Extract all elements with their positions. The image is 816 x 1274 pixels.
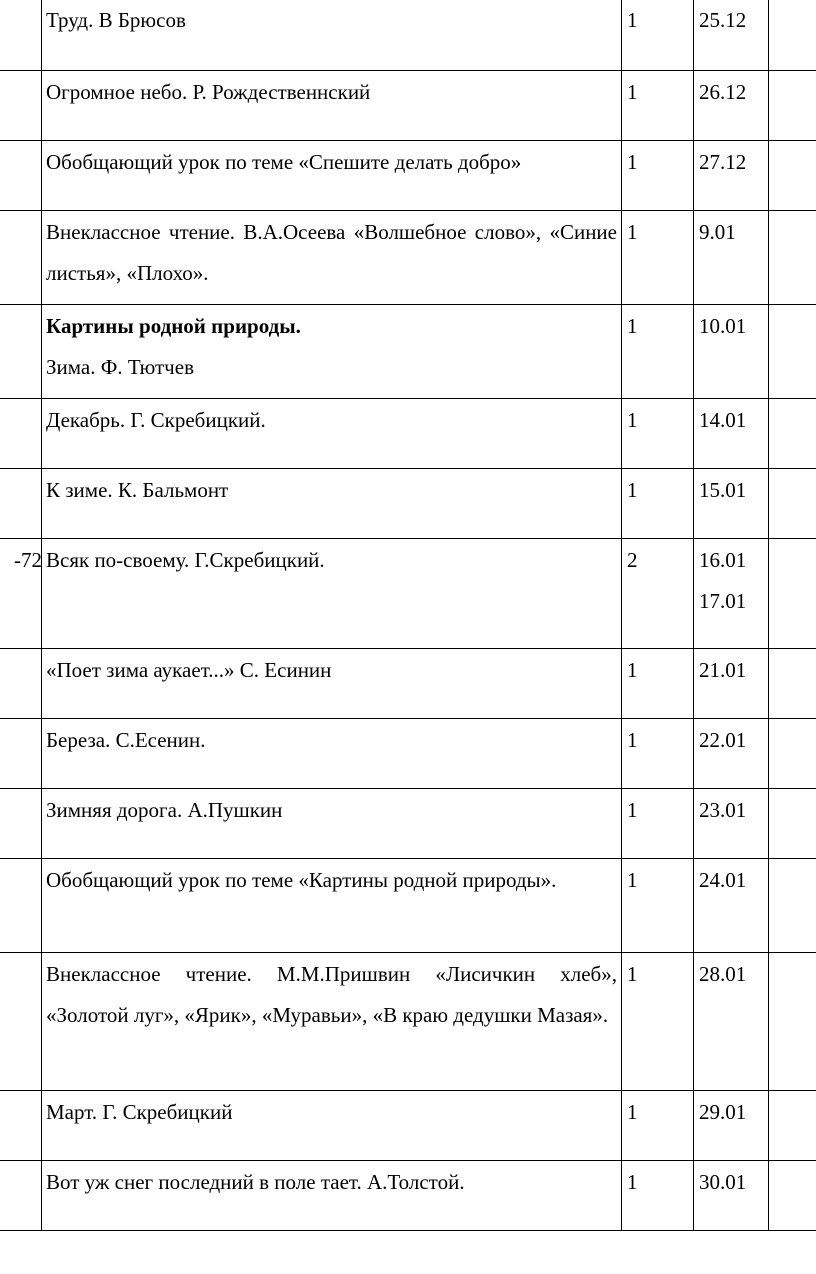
- lesson-date: 30.01: [699, 1170, 747, 1194]
- lesson-number-cell: [0, 71, 42, 141]
- lesson-topic-cell: [42, 649, 622, 719]
- lesson-number-cell: [0, 399, 42, 469]
- lesson-number-cell: [0, 0, 42, 71]
- lesson-number: [0, 1091, 42, 1092]
- table-row: [0, 1091, 816, 1161]
- lesson-number: -72: [14, 548, 42, 572]
- lesson-date-cell: [694, 859, 769, 953]
- lesson-date-cell: [694, 211, 769, 305]
- lesson-number: [0, 1161, 42, 1162]
- lesson-hours: 1: [622, 719, 694, 789]
- lesson-topic-cell: [42, 1091, 622, 1161]
- lesson-note: [769, 859, 816, 953]
- lesson-number: [0, 71, 42, 72]
- lesson-note: [769, 539, 816, 649]
- lesson-date: 28.01: [699, 962, 747, 986]
- table-row: [0, 399, 816, 469]
- lesson-hours: 1: [622, 141, 694, 211]
- lesson-note: [769, 0, 816, 71]
- lesson-topic: «Поет зима аукает...» С. Есинин: [46, 658, 332, 682]
- lesson-date-cell: [694, 649, 769, 719]
- lesson-number: [0, 789, 42, 790]
- lesson-number: [0, 211, 42, 212]
- lesson-topic: Огромное небо. Р. Рождественнский: [46, 80, 371, 104]
- lesson-date-cell: [694, 1091, 769, 1161]
- lesson-date: 17.01: [699, 589, 747, 613]
- lesson-topic-cell: [42, 211, 622, 305]
- lesson-note: [769, 141, 816, 211]
- lesson-topic-cell: [42, 953, 622, 1091]
- lesson-topic-cell: [42, 1161, 622, 1231]
- lesson-number-cell: [0, 469, 42, 539]
- lesson-note: [769, 789, 816, 859]
- lesson-date-cell: [694, 539, 769, 649]
- table-row: [0, 649, 816, 719]
- table-row: [0, 0, 816, 71]
- table-row: [0, 719, 816, 789]
- table-row: [0, 953, 816, 1091]
- lesson-date: 23.01: [699, 798, 747, 822]
- lesson-hours: 1: [622, 305, 694, 399]
- lesson-date-cell: [694, 953, 769, 1091]
- lesson-number: [0, 649, 42, 650]
- table-row: [0, 211, 816, 305]
- lesson-topic-cell: [42, 71, 622, 141]
- lesson-date: 25.12: [699, 8, 747, 32]
- lesson-topic: Зима. Ф. Тютчев: [46, 355, 194, 379]
- lesson-number: [0, 953, 42, 954]
- lesson-hours: 1: [622, 649, 694, 719]
- lesson-topic-cell: [42, 0, 622, 71]
- lesson-hours: 1: [622, 953, 694, 1091]
- lesson-number: [0, 141, 42, 142]
- lesson-hours: 1: [622, 469, 694, 539]
- table-row: [0, 141, 816, 211]
- lesson-number-cell: [0, 141, 42, 211]
- lesson-hours: 2: [622, 539, 694, 649]
- lesson-hours: 1: [622, 0, 694, 71]
- table-row: [0, 71, 816, 141]
- lesson-date-cell: [694, 719, 769, 789]
- lesson-number: [0, 859, 42, 860]
- lesson-number: [0, 399, 42, 400]
- lesson-date-cell: [694, 789, 769, 859]
- lesson-note: [769, 953, 816, 1091]
- lesson-topic-cell: [42, 539, 622, 649]
- lesson-topic: К зиме. К. Бальмонт: [46, 478, 229, 502]
- lesson-date-cell: [694, 0, 769, 71]
- lesson-date: 27.12: [699, 150, 747, 174]
- lesson-number: [0, 469, 42, 470]
- lesson-hours: 1: [622, 1161, 694, 1231]
- lesson-number-cell: [0, 1161, 42, 1231]
- lesson-note: [769, 719, 816, 789]
- lesson-number-cell: [0, 539, 42, 649]
- lesson-topic-cell: [42, 469, 622, 539]
- lesson-date: 15.01: [699, 478, 747, 502]
- lesson-number-cell: [0, 305, 42, 399]
- lesson-hours: 1: [622, 1091, 694, 1161]
- lesson-date-cell: [694, 141, 769, 211]
- lesson-date-cell: [694, 71, 769, 141]
- lesson-note: [769, 305, 816, 399]
- lesson-hours: 1: [622, 859, 694, 953]
- lesson-number-cell: [0, 211, 42, 305]
- lesson-number-cell: [0, 1091, 42, 1161]
- lesson-topic: Зимняя дорога. А.Пушкин: [46, 798, 283, 822]
- lesson-topic-cell: [42, 305, 622, 399]
- lesson-date-cell: [694, 1161, 769, 1231]
- table-row: [0, 859, 816, 953]
- lesson-number: [0, 305, 42, 306]
- lesson-date: 29.01: [699, 1100, 747, 1124]
- lesson-topic: Труд. В Брюсов: [46, 8, 186, 32]
- table-row: [0, 789, 816, 859]
- lesson-hours: 1: [622, 211, 694, 305]
- lesson-date: 26.12: [699, 80, 747, 104]
- table-row: [0, 305, 816, 399]
- lesson-date: 16.01: [699, 548, 747, 572]
- lesson-date: 24.01: [699, 868, 747, 892]
- lesson-date: 10.01: [699, 314, 747, 338]
- lesson-topic: Внеклассное чтение. М.М.Пришвин «Лисичкин хлеб», «Золотой луг», «Ярик», «Муравьи», «В краю дедушки Мазая».: [46, 962, 617, 1027]
- lesson-date-cell: [694, 399, 769, 469]
- lesson-note: [769, 71, 816, 141]
- lesson-hours: 1: [622, 789, 694, 859]
- lesson-hours: 1: [622, 399, 694, 469]
- lesson-topic-cell: [42, 719, 622, 789]
- lesson-number-cell: [0, 789, 42, 859]
- lesson-topic: Обобщающий урок по теме «Спешите делать добро»: [46, 150, 522, 174]
- lesson-date-cell: [694, 469, 769, 539]
- table-row: [0, 1161, 816, 1231]
- lesson-topic: Вот уж снег последний в поле тает. А.Толстой.: [46, 1170, 465, 1194]
- lesson-note: [769, 211, 816, 305]
- lesson-note: [769, 649, 816, 719]
- lesson-number-cell: [0, 719, 42, 789]
- lesson-topic: Внеклассное чтение. В.А.Осеева «Волшебное слово», «Синие листья», «Плохо».: [46, 220, 617, 285]
- lesson-note: [769, 399, 816, 469]
- lesson-number: [0, 719, 42, 720]
- lesson-number-cell: [0, 859, 42, 953]
- lesson-number-cell: [0, 953, 42, 1091]
- lesson-date: 21.01: [699, 658, 747, 682]
- lesson-topic: Береза. С.Есенин.: [46, 728, 206, 752]
- lesson-number-cell: [0, 649, 42, 719]
- lesson-hours: 1: [622, 71, 694, 141]
- lesson-topic: Март. Г. Скребицкий: [46, 1100, 233, 1124]
- lesson-date: 9.01: [699, 220, 736, 244]
- lesson-topic: Обобщающий урок по теме «Картины родной природы».: [46, 868, 557, 892]
- lesson-topic-cell: [42, 141, 622, 211]
- lesson-note: [769, 1091, 816, 1161]
- lesson-date-cell: [694, 305, 769, 399]
- lesson-note: [769, 1161, 816, 1231]
- table-row: [0, 469, 816, 539]
- lesson-topic-cell: [42, 789, 622, 859]
- lesson-date: 22.01: [699, 728, 747, 752]
- lesson-topic: Декабрь. Г. Скребицкий.: [46, 408, 266, 432]
- lesson-topic: Всяк по-своему. Г.Скребицкий.: [46, 548, 325, 572]
- lesson-topic-cell: [42, 859, 622, 953]
- lesson-date: 14.01: [699, 408, 747, 432]
- section-heading: Картины родной природы.: [46, 314, 301, 338]
- table-row: [0, 539, 816, 649]
- lesson-topic-cell: [42, 399, 622, 469]
- lesson-note: [769, 469, 816, 539]
